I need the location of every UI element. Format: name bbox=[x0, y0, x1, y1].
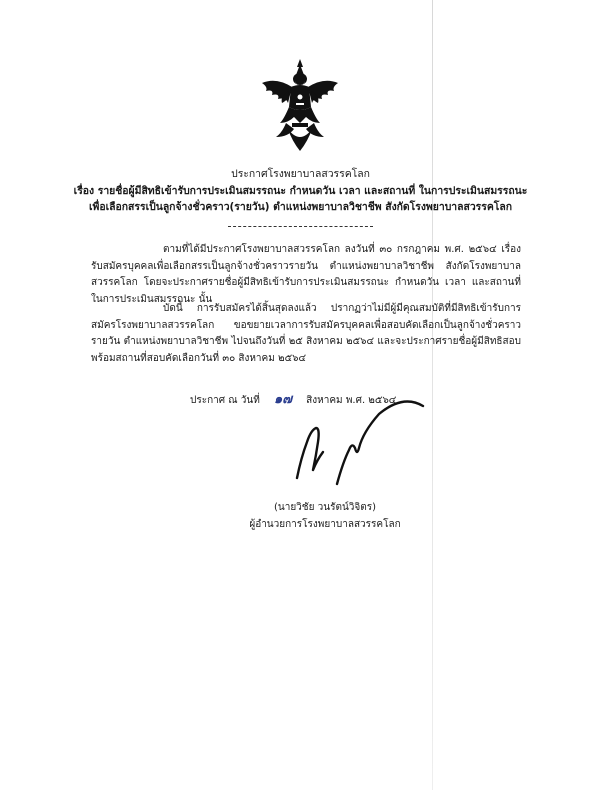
page-fold-line bbox=[432, 0, 433, 790]
body-paragraph-1: ตามที่ได้มีประกาศโรงพยาบาลสวรรคโลก ลงวันที่ ๓๐ กรกฎาคม พ.ศ. ๒๕๖๔ เรื่องรับสมัครบุคคลเพื่อเลือกสรรเป็นลูกจ้างชั่วคราวรายวัน ตำแหน่งพยาบาลวิชาชีพ สังกัดโรงพยาบาลสวรรคโลก โดยจะประกาศรายชื่อผู้มีสิทธิเข้ารับการประเมินสมรรถนะ กำหนดวัน เวลา และสถานที่ในการประเมินสมรรถนะ นั้น bbox=[91, 244, 521, 305]
date-day-handwritten: ๑๗ bbox=[273, 392, 292, 407]
separator-line bbox=[228, 226, 373, 227]
announcement-title: ประกาศโรงพยาบาลสวรรคโลก bbox=[231, 168, 370, 180]
date-suffix: สิงหาคม พ.ศ. ๒๕๖๔ bbox=[306, 395, 397, 406]
date-prefix: ประกาศ ณ วันที่ bbox=[190, 395, 260, 406]
signer-name: (นายวิชัย วนรัตน์วิจิตร) bbox=[273, 502, 377, 513]
garuda-emblem-icon bbox=[258, 57, 342, 152]
announcement-subject: เรื่อง รายชื่อผู้มีสิทธิเข้ารับการประเมินสมรรถนะ กำหนดวัน เวลา และสถานที่ ในการประเมินสมรรถนะ bbox=[73, 185, 528, 197]
body-paragraph-2: บัดนี้ การรับสมัครได้สิ้นสุดลงแล้ว ปรากฏว่าไม่มีผู้มีคุณสมบัติที่มีสิทธิเข้ารับการสมัครโรงพยาบาลสวรรคโลก ขอขยายเวลาการรับสมัครบุคคลเพื่อสอบคัดเลือกเป็นลูกจ้างชั่วคราวรายวัน ตำแหน่งพยาบาลวิชาชีพ ไปจนถึงวันที่ ๒๕ สิงหาคม ๒๕๖๔ และจะประกาศรายชื่อผู้มีสิทธิสอบพร้อมสถานที่สอบคัดเลือกวันที่ ๓๐ สิงหาคม ๒๕๖๔ bbox=[91, 303, 521, 364]
handwritten-signature bbox=[283, 398, 433, 498]
announcement-subject-continued: เพื่อเลือกสรรเป็นลูกจ้างชั่วคราว(รายวัน) ตำแหน่งพยาบาลวิชาชีพ สังกัดโรงพยาบาลสวรรคโลก bbox=[88, 201, 513, 213]
signer-position: ผู้อำนวยการโรงพยาบาลสวรรคโลก bbox=[249, 519, 401, 530]
